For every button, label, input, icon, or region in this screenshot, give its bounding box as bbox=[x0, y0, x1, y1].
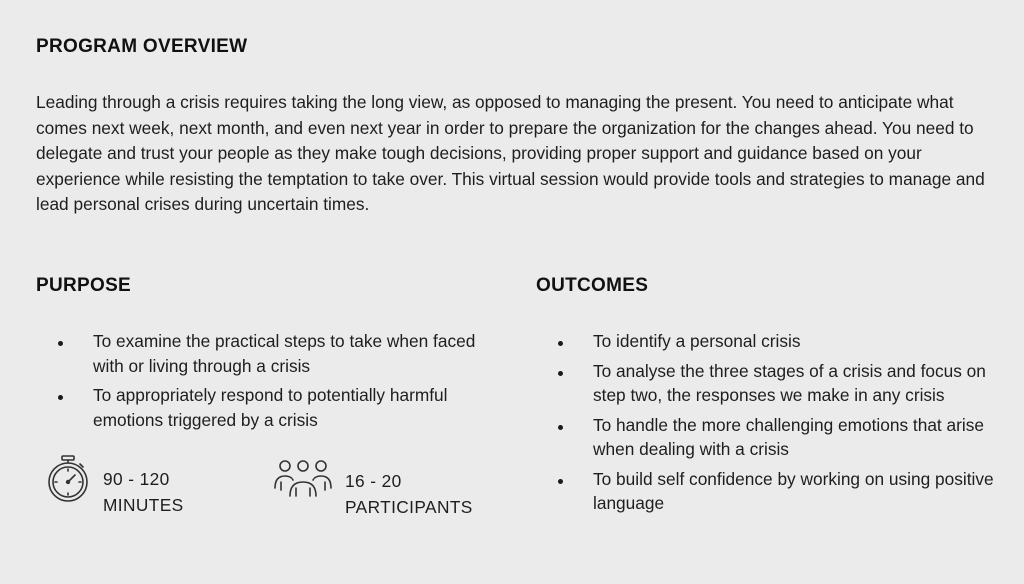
overview-heading: PROGRAM OVERVIEW bbox=[36, 36, 248, 57]
outcomes-heading: OUTCOMES bbox=[536, 275, 649, 296]
duration-value: 90 - 120 bbox=[103, 469, 170, 489]
outcome-item: To build self confidence by working on using positive language bbox=[536, 467, 996, 516]
participants-value: 16 - 20 bbox=[345, 471, 402, 491]
duration-stat bbox=[46, 454, 184, 518]
purpose-item: To examine the practical steps to take when faced with or living through a crisis bbox=[36, 329, 476, 378]
participants-unit: PARTICIPANTS bbox=[345, 497, 473, 517]
purpose-heading: PURPOSE bbox=[36, 275, 132, 296]
outcome-item: To analyse the three stages of a crisis and focus on step two, the responses we make in any crisis bbox=[536, 359, 996, 408]
overview-description: Leading through a crisis requires taking the long view, as opposed to managing the present. You need to anticipate what comes next week, next month, and even next year in order to prepare the organization for the changes ahead. You need to delegate and trust your people as they make tough decisions, providing proper support and guidance based on your experience while resisting the temptation to take over. This virtual session would provide tools and strategies to manage and lead personal crises during uncertain times. bbox=[36, 92, 985, 215]
outcome-item: To handle the more challenging emotions that arise when dealing with a crisis bbox=[536, 413, 996, 462]
participants-stat bbox=[273, 458, 473, 520]
outcome-item: To identify a personal crisis bbox=[536, 329, 996, 354]
purpose-item: To appropriately respond to potentially harmful emotions triggered by a crisis bbox=[36, 383, 476, 432]
stopwatch-icon bbox=[46, 454, 90, 502]
outcomes-list bbox=[536, 329, 996, 521]
purpose-list bbox=[36, 329, 476, 437]
group-icon bbox=[273, 458, 333, 500]
duration-unit: MINUTES bbox=[103, 495, 184, 515]
